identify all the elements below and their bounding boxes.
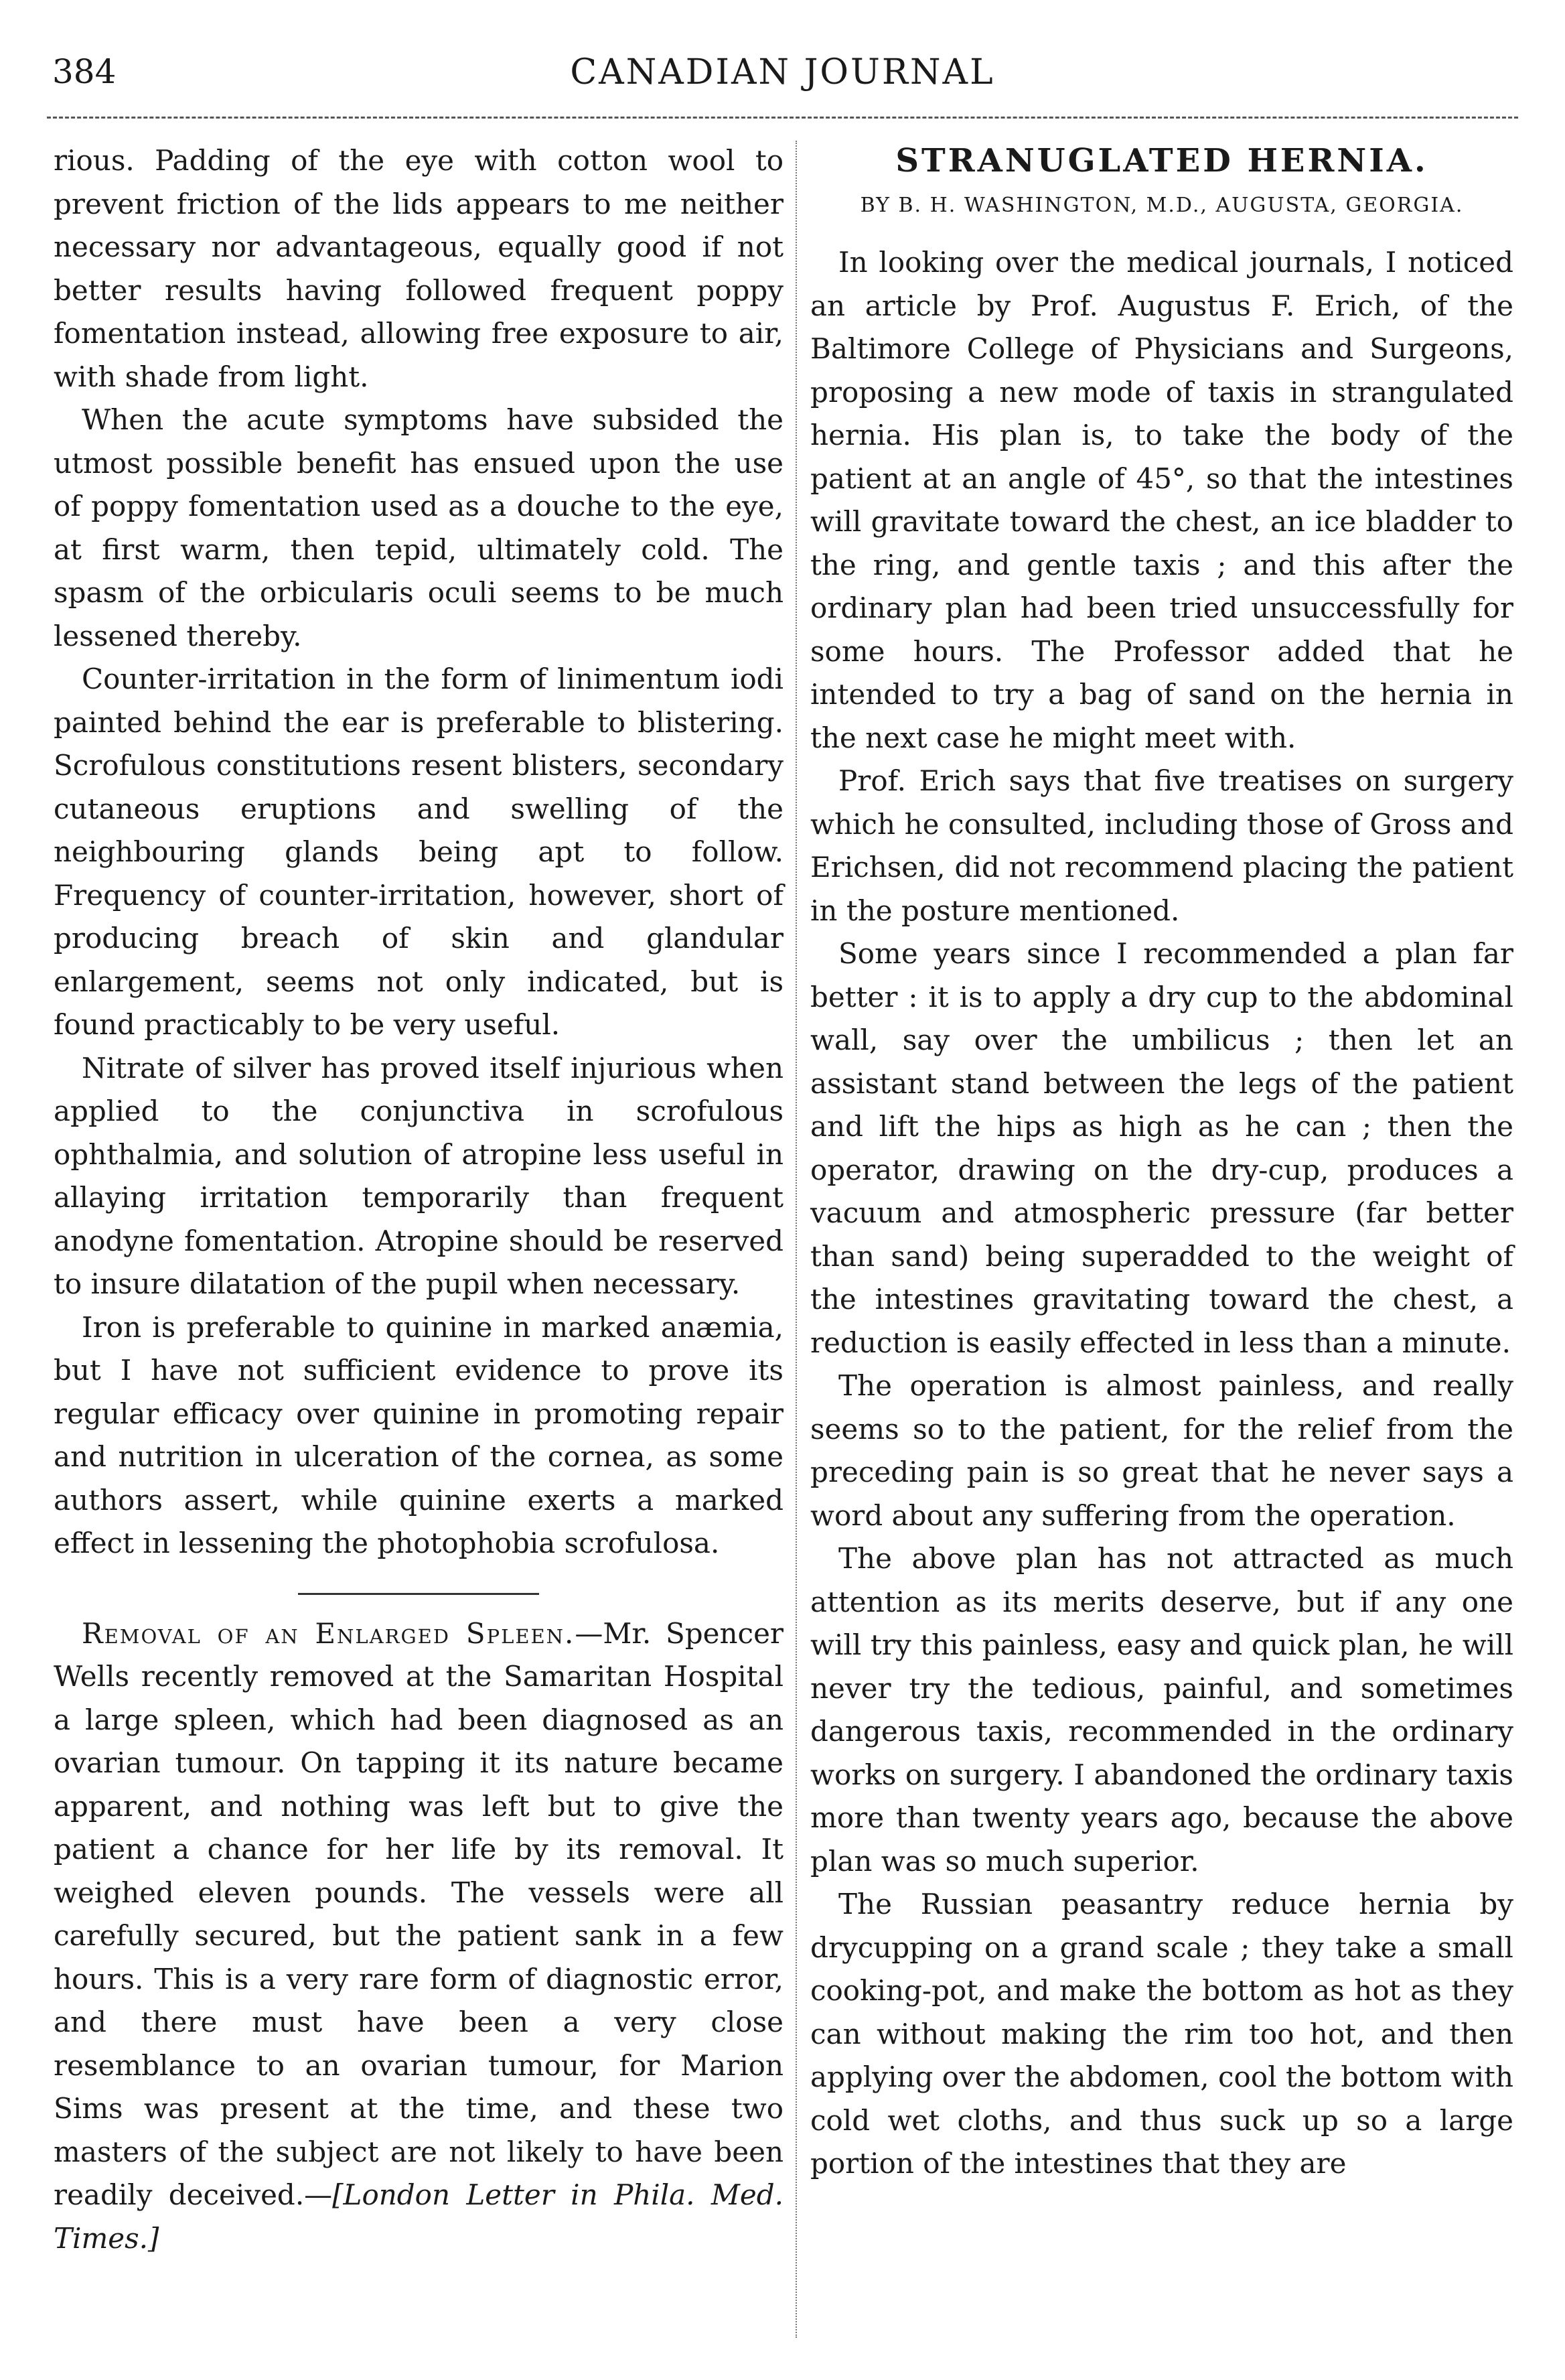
running-head (47, 47, 1518, 107)
spleen-article-title: Removal of an Enlarged Spleen. (82, 1616, 575, 1650)
left-paragraph-2: When the acute symptoms have subsided the utmost possible benefit has ensued upon the use of poppy fomentation used as a douche to the eye, at first warm, then tepid, ultimately cold. The spasm of the orbicularis oculi seems to be much lessened thereby. (54, 403, 784, 652)
right-paragraph-2: Prof. Erich says that five treatises on surgery which he consulted, including those of Gross and Erichsen, did not recommend placing the patient in the posture mentioned. (810, 764, 1513, 927)
spleen-article (54, 1612, 784, 2261)
right-paragraph-5: The above plan has not attracted as much attention as its merits deserve, but if any one will try this painless, easy and quick plan, he will never try the tedious, painful, and sometimes dangerous taxis, recommended in the ordinary works on surgery. I abandoned the ordinary taxis more than twenty years ago, because the above plan was so much superior. (810, 1542, 1513, 1878)
header-rule (47, 117, 1518, 119)
left-paragraph-4: Nitrate of silver has proved itself injurious when applied to the conjunctiva in scrofulous ophthalmia, and solution of atropine less useful in allaying irritation temporarily than frequent anodyne fomentation. Atropine should be reserved to insure dilatation of the pupil when necessary. (54, 1051, 784, 1300)
spleen-article-source: [London Letter in Phila. Med. Times.] (54, 2178, 784, 2255)
right-paragraph-1: In looking over the medical journals, I noticed an article by Prof. Augustus F. Erich, of the Baltimore College of Physicians and Surgeons, proposing a new mode of taxis in strangulated hernia. His plan is, to take the body of the patient at an angle of 45°, so that the intestines will gravitate toward the chest, an ice bladder to the ring, and gentle taxis ; and this after the ordinary plan had been tried unsuccessfully for some hours. The Professor added that he intended to try a bag of sand on the hernia in the next case he might meet with. (810, 246, 1513, 754)
left-column (54, 139, 784, 2260)
journal-title: CANADIAN JOURNAL (570, 52, 995, 92)
left-paragraph-3: Counter-irritation in the form of linimentum iodi painted behind the ear is preferable to blistering. Scrofulous constitutions resent blisters, secondary cutaneous eruptions and swelling of the neighbouring glands being apt to follow. Frequency of counter-irritation, however, short of producing breach of skin and glandular enlargement, seems not only indicated, but is found practicably to be very useful. (54, 662, 784, 1041)
left-paragraph-1: rious. Padding of the eye with cotton wool to prevent friction of the lids appears to me neither necessary nor advantageous, equally good if not better results having followed frequent poppy fomentation instead, allowing free exposure to air, with shade from light. (54, 144, 784, 393)
right-column (810, 139, 1513, 2186)
spleen-article-body: —Mr. Spencer Wells recently removed at the Samaritan Hospital a large spleen, which had been diagnosed as an ovarian tumour. On tapping it its nature became apparent, and nothing was left but to give the patient a chance for her life by its removal. It weighed eleven pounds. The vessels were all carefully secured, but the patient sank in a few hours. This is a very rare form of diagnostic error, and there must have been a very close resemblance to an ovarian tumour, for Marion Sims was present at the time, and these two masters of the subject are not likely to have been readily deceived.— (54, 1616, 784, 2211)
right-paragraph-3: Some years since I recommended a plan far better : it is to apply a dry cup to the abdominal wall, say over the umbilicus ; then let an assistant stand between the legs of the patient and lift the hips as high as he can ; then the operator, drawing on the dry-cup, produces a vacuum and atmospheric pressure (far better than sand) being superadded to the weight of the intestines gravitating toward the chest, a reduction is easily effected in less than a minute. (810, 937, 1513, 1359)
right-paragraph-4: The operation is almost painless, and really seems so to the patient, for the relief from the preceding pain is so great that he never says a word about any suffering from the operation. (810, 1369, 1513, 1532)
column-divider (796, 141, 797, 2338)
right-paragraph-6: The Russian peasantry reduce hernia by drycupping on a grand scale ; they take a small cooking-pot, and make the bottom as hot as they can without making the rim too hot, and then applying over the abdomen, cool the bottom with cold wet cloths, and thus suck up so a large portion of the intestines that they are (810, 1888, 1513, 2180)
section-separator (54, 1578, 784, 1604)
left-paragraph-5: Iron is preferable to quinine in marked anæmia, but I have not sufficient evidence to prove its regular efficacy over quinine in promoting repair and nutrition in ulceration of the cornea, as some authors assert, while quinine exerts a marked effect in lessening the photophobia scrofulosa. (54, 1310, 784, 1559)
hernia-article-title: STRANUGLATED HERNIA. (895, 142, 1428, 180)
hernia-byline: BY B. H. WASHINGTON, M.D., AUGUSTA, GEORGIA. (860, 194, 1464, 217)
page-number: 384 (52, 52, 117, 91)
